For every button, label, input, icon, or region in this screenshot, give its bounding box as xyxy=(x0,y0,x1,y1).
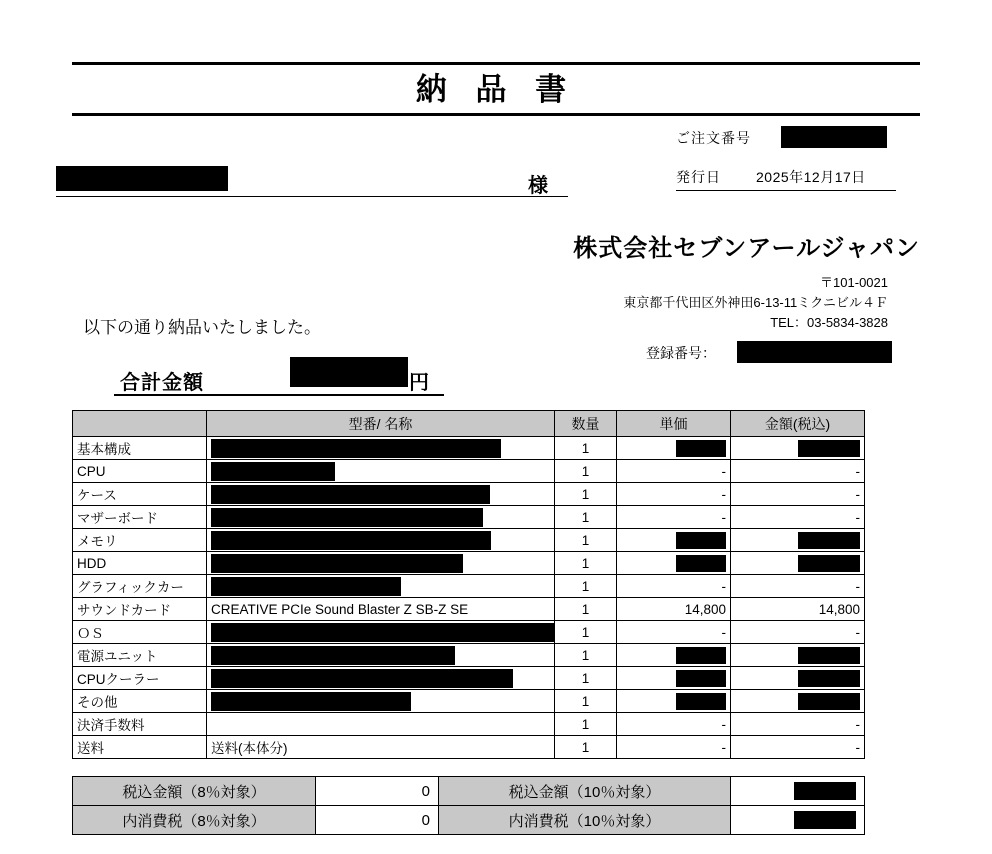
customer-honorific: 様 xyxy=(528,175,548,197)
summary-value-10percent xyxy=(731,806,865,835)
title-top-rule xyxy=(72,62,920,65)
item-name-cell xyxy=(207,552,555,575)
item-quantity-cell: 1 xyxy=(555,690,617,713)
item-unit-price-redaction xyxy=(676,670,726,687)
item-quantity-cell: 1 xyxy=(555,460,617,483)
registration-number-redaction xyxy=(737,341,892,363)
summary-label-8percent: 税込金額（8％対象） xyxy=(73,777,316,806)
title-bottom-rule xyxy=(72,113,920,116)
item-unit-price-cell: - xyxy=(617,713,731,736)
item-amount-cell xyxy=(731,644,865,667)
item-quantity-cell: 1 xyxy=(555,437,617,460)
item-category-cell: グラフィックカー xyxy=(73,575,207,598)
company-name: 株式会社セブンアールジャパン xyxy=(573,235,920,262)
item-category-cell: ＯＳ xyxy=(73,621,207,644)
summary-value-8percent: 0 xyxy=(316,806,439,835)
total-amount-rule xyxy=(114,394,444,396)
item-amount-cell xyxy=(731,529,865,552)
total-amount-unit: 円 xyxy=(409,372,429,394)
item-unit-price-cell: - xyxy=(617,506,731,529)
item-category-cell: サウンドカード xyxy=(73,598,207,621)
issue-date-rule xyxy=(676,190,896,191)
table-row xyxy=(73,483,865,506)
col-header-quantity: 数量 xyxy=(555,411,617,437)
item-amount-cell: - xyxy=(731,483,865,506)
issue-date-value: 2025年12月17日 xyxy=(756,169,866,185)
order-number-redaction xyxy=(781,126,887,148)
item-name-cell xyxy=(207,667,555,690)
item-quantity-cell: 1 xyxy=(555,552,617,575)
item-category-cell: CPU xyxy=(73,460,207,483)
item-unit-price-cell xyxy=(617,552,731,575)
col-header-model-name: 型番/ 名称 xyxy=(207,411,555,437)
summary-value-10percent xyxy=(731,777,865,806)
items-table-header-row xyxy=(73,411,865,437)
item-category-cell: CPUクーラー xyxy=(73,667,207,690)
item-name-cell xyxy=(207,529,555,552)
item-amount-cell xyxy=(731,552,865,575)
item-name-redaction xyxy=(211,554,463,573)
item-name-redaction xyxy=(211,669,513,688)
table-row xyxy=(73,690,865,713)
item-name-redaction xyxy=(211,508,483,527)
company-postal-code: 〒101-0021 xyxy=(820,275,888,290)
lead-sentence: 以下の通り納品いたしました。 xyxy=(83,318,321,337)
item-name-redaction xyxy=(211,692,411,711)
page-title: 納 品 書 xyxy=(415,72,577,107)
item-category-cell: その他 xyxy=(73,690,207,713)
table-row xyxy=(73,644,865,667)
item-amount-cell: - xyxy=(731,506,865,529)
item-unit-price-cell: 14,800 xyxy=(617,598,731,621)
item-amount-cell: - xyxy=(731,713,865,736)
item-category-cell: マザーボード xyxy=(73,506,207,529)
issue-date-label: 発行日 xyxy=(676,169,721,185)
item-amount-cell: - xyxy=(731,736,865,759)
item-amount-redaction xyxy=(798,647,860,664)
item-category-cell: 決済手数料 xyxy=(73,713,207,736)
item-name-cell xyxy=(207,621,555,644)
item-unit-price-cell xyxy=(617,529,731,552)
item-name-redaction xyxy=(211,462,335,481)
summary-value-redaction xyxy=(794,811,856,829)
table-row xyxy=(73,552,865,575)
item-name-redaction xyxy=(211,531,491,550)
item-quantity-cell: 1 xyxy=(555,621,617,644)
item-amount-redaction xyxy=(798,670,860,687)
summary-row xyxy=(73,777,865,806)
col-header-unit-price: 単価 xyxy=(617,411,731,437)
item-quantity-cell: 1 xyxy=(555,598,617,621)
item-amount-redaction xyxy=(798,440,860,457)
item-amount-cell xyxy=(731,437,865,460)
item-unit-price-cell: - xyxy=(617,483,731,506)
item-amount-redaction xyxy=(798,693,860,710)
item-quantity-cell: 1 xyxy=(555,736,617,759)
item-quantity-cell: 1 xyxy=(555,506,617,529)
item-unit-price-cell: - xyxy=(617,621,731,644)
item-category-cell: 電源ユニット xyxy=(73,644,207,667)
item-category-cell: HDD xyxy=(73,552,207,575)
customer-name-rule xyxy=(56,196,568,197)
item-category-cell: ケース xyxy=(73,483,207,506)
item-name-redaction xyxy=(211,577,401,596)
table-row xyxy=(73,621,865,644)
item-unit-price-cell xyxy=(617,690,731,713)
item-unit-price-cell xyxy=(617,644,731,667)
table-row xyxy=(73,667,865,690)
item-name-cell xyxy=(207,575,555,598)
total-amount-label: 合計金額 xyxy=(120,372,204,394)
item-unit-price-cell xyxy=(617,667,731,690)
item-amount-cell xyxy=(731,690,865,713)
item-unit-price-cell xyxy=(617,437,731,460)
item-name-redaction xyxy=(211,439,501,458)
summary-value-8percent: 0 xyxy=(316,777,439,806)
item-quantity-cell: 1 xyxy=(555,529,617,552)
item-quantity-cell: 1 xyxy=(555,644,617,667)
item-name-cell xyxy=(207,690,555,713)
summary-row xyxy=(73,806,865,835)
registration-number-label: 登録番号： xyxy=(646,345,716,361)
summary-table xyxy=(72,776,865,835)
item-unit-price-redaction xyxy=(676,647,726,664)
item-name-redaction xyxy=(211,485,490,504)
item-unit-price-cell: - xyxy=(617,460,731,483)
item-unit-price-redaction xyxy=(676,693,726,710)
summary-value-redaction xyxy=(794,782,856,800)
table-row xyxy=(73,575,865,598)
customer-name-redaction xyxy=(56,166,228,191)
item-unit-price-cell: - xyxy=(617,575,731,598)
item-quantity-cell: 1 xyxy=(555,483,617,506)
item-name-redaction xyxy=(211,623,555,642)
item-name-cell xyxy=(207,460,555,483)
table-row xyxy=(73,506,865,529)
item-quantity-cell: 1 xyxy=(555,575,617,598)
table-row xyxy=(73,598,865,621)
item-name-cell: 送料(本体分) xyxy=(207,736,555,759)
table-row xyxy=(73,713,865,736)
table-row xyxy=(73,529,865,552)
item-quantity-cell: 1 xyxy=(555,667,617,690)
item-quantity-cell: 1 xyxy=(555,713,617,736)
item-name-redaction xyxy=(211,646,455,665)
company-address: 東京都千代田区外神田6-13-11ミクニビル４Ｆ xyxy=(623,295,888,310)
item-category-cell: 送料 xyxy=(73,736,207,759)
total-amount-redaction xyxy=(290,357,408,387)
item-unit-price-redaction xyxy=(676,555,726,572)
item-category-cell: 基本構成 xyxy=(73,437,207,460)
item-unit-price-redaction xyxy=(676,440,726,457)
item-name-cell xyxy=(207,483,555,506)
item-amount-cell: - xyxy=(731,575,865,598)
item-amount-redaction xyxy=(798,555,860,572)
item-unit-price-cell: - xyxy=(617,736,731,759)
table-row xyxy=(73,437,865,460)
item-category-cell: メモリ xyxy=(73,529,207,552)
item-unit-price-redaction xyxy=(676,532,726,549)
item-name-cell xyxy=(207,506,555,529)
item-amount-cell: 14,800 xyxy=(731,598,865,621)
table-row xyxy=(73,736,865,759)
summary-label-8percent: 内消費税（8％対象） xyxy=(73,806,316,835)
col-header-amount: 金額(税込) xyxy=(731,411,865,437)
items-table xyxy=(72,410,865,759)
item-amount-cell xyxy=(731,667,865,690)
item-name-cell xyxy=(207,713,555,736)
company-telephone: TEL：03-5834-3828 xyxy=(770,315,888,330)
item-amount-cell: - xyxy=(731,460,865,483)
order-number-label: ご注文番号 xyxy=(676,130,751,146)
item-name-cell xyxy=(207,644,555,667)
item-name-cell: CREATIVE PCIe Sound Blaster Z SB-Z SE xyxy=(207,598,555,621)
item-amount-redaction xyxy=(798,532,860,549)
col-header-blank xyxy=(73,411,207,437)
summary-label-10percent: 内消費税（10％対象） xyxy=(439,806,731,835)
item-amount-cell: - xyxy=(731,621,865,644)
summary-label-10percent: 税込金額（10％対象） xyxy=(439,777,731,806)
table-row xyxy=(73,460,865,483)
item-name-cell xyxy=(207,437,555,460)
